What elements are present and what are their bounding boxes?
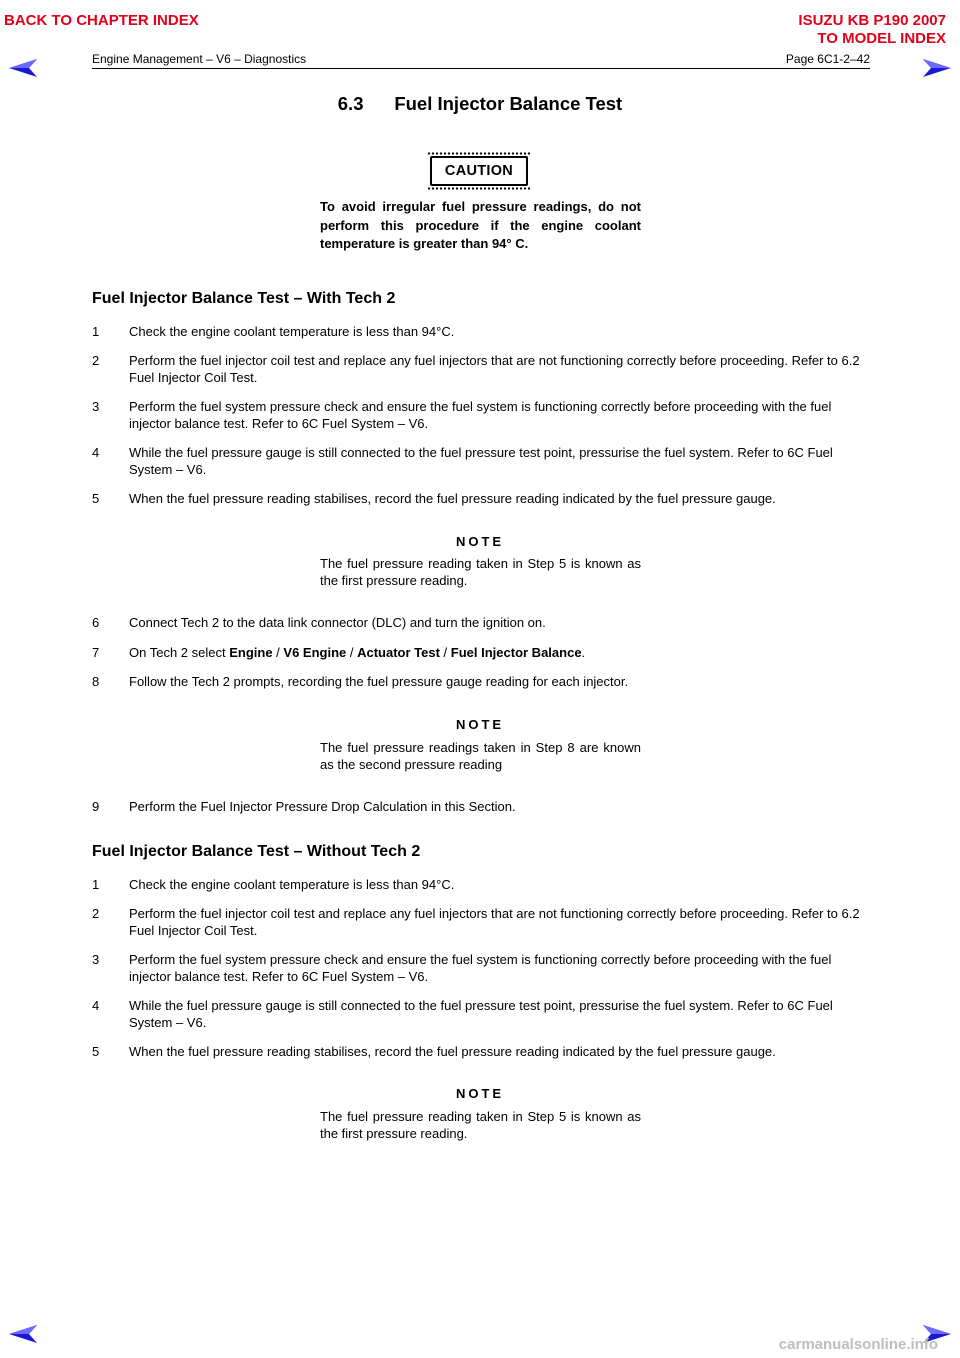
- list-item: [92, 674, 870, 691]
- step-text-suffix: .: [581, 645, 586, 660]
- step-text: Perform the Fuel Injector Pressure Drop Calculation in this Section.: [129, 799, 516, 814]
- list-item: [92, 445, 870, 478]
- header-rule: [92, 68, 870, 69]
- model-name-link[interactable]: ISUZU KB P190 2007: [798, 12, 946, 29]
- note-label: NOTE: [455, 717, 505, 732]
- step-text: When the fuel pressure reading stabilises, record the fuel pressure reading indicated by the fuel pressure gauge.: [129, 491, 776, 506]
- list-item: [92, 399, 870, 432]
- step-text: Check the engine coolant temperature is less than 94°C.: [129, 877, 455, 892]
- running-header-title: Engine Management – V6 – Diagnostics: [92, 52, 307, 66]
- menu-path-actuator-test: Actuator Test: [357, 645, 440, 660]
- step-number: 5: [92, 1044, 100, 1059]
- previous-page-bottom-arrow-icon[interactable]: [8, 1324, 38, 1344]
- step-number: 2: [92, 906, 100, 921]
- list-item: [92, 877, 870, 894]
- step-text: [92, 645, 870, 662]
- caution-label: CAUTION: [444, 163, 514, 179]
- step-number: 9: [92, 799, 100, 814]
- step-text: While the fuel pressure gauge is still connected to the fuel pressure test point, pressurise the fuel system. Refer to 6C Fuel System – V6.: [129, 998, 833, 1030]
- step-number: 3: [92, 399, 100, 414]
- step-text: Follow the Tech 2 prompts, recording the fuel pressure gauge reading for each injector.: [129, 674, 629, 689]
- step-number: 7: [92, 645, 100, 660]
- section-heading-without-tech2: Fuel Injector Balance Test – Without Tech 2: [92, 843, 421, 860]
- step-text: While the fuel pressure gauge is still connected to the fuel pressure test point, pressurise the fuel system. Refer to 6C Fuel System – V6.: [129, 445, 833, 477]
- list-item: [92, 645, 870, 662]
- step-number: 3: [92, 952, 100, 967]
- watermark: carmanualsonline.info: [778, 1336, 938, 1353]
- page-title: 6.3 Fuel Injector Balance Test: [337, 93, 623, 114]
- list-item: [92, 906, 875, 939]
- step-number: 5: [92, 491, 100, 506]
- note-text: The fuel pressure readings taken in Step 8 are known as the second pressure reading: [320, 740, 641, 772]
- step-number: 2: [92, 353, 100, 368]
- step-number: 1: [92, 877, 100, 892]
- step-number: 8: [92, 674, 100, 689]
- section-heading-with-tech2: Fuel Injector Balance Test – With Tech 2: [92, 290, 396, 307]
- menu-path-fuel-injector-balance: Fuel Injector Balance: [450, 645, 582, 660]
- menu-path-separator: /: [439, 645, 451, 660]
- next-page-arrow-icon[interactable]: [922, 58, 952, 78]
- caution-badge: [430, 156, 528, 186]
- menu-path-separator: /: [346, 645, 358, 660]
- step-text-prefix: On Tech 2 select: [129, 645, 230, 660]
- step-text: Check the engine coolant temperature is less than 94°C.: [129, 324, 455, 339]
- menu-path-engine: Engine: [229, 645, 273, 660]
- note-label: NOTE: [455, 534, 505, 549]
- to-model-index-link[interactable]: TO MODEL INDEX: [817, 30, 946, 47]
- step-text: Perform the fuel injector coil test and replace any fuel injectors that are not functioning correctly before proceeding. Refer to 6.2 Fuel Injector Coil Test.: [129, 353, 882, 385]
- list-item: [92, 1044, 870, 1061]
- list-item: [92, 952, 870, 985]
- back-to-chapter-index-link[interactable]: BACK TO CHAPTER INDEX: [4, 12, 199, 29]
- previous-page-arrow-icon[interactable]: [8, 58, 38, 78]
- note-label: NOTE: [455, 1086, 505, 1101]
- list-item: [92, 799, 870, 816]
- list-item: [92, 615, 870, 632]
- step-text: Perform the fuel system pressure check and ensure the fuel system is functioning correctly before proceeding with the fuel injector balance test. Refer to 6C Fuel System – V6.: [129, 399, 832, 431]
- step-number: 6: [92, 615, 100, 630]
- note-text: The fuel pressure reading taken in Step 5 is known as the first pressure reading.: [320, 556, 641, 588]
- step-number: 1: [92, 324, 100, 339]
- menu-path-v6-engine: V6 Engine: [283, 645, 347, 660]
- step-text: Perform the fuel injector coil test and replace any fuel injectors that are not functioning correctly before proceeding. Refer to 6.2 Fuel Injector Coil Test.: [129, 906, 875, 938]
- menu-path-separator: /: [272, 645, 284, 660]
- step-text: Connect Tech 2 to the data link connector (DLC) and turn the ignition on.: [129, 615, 546, 630]
- page-number: Page 6C1-2–42: [785, 52, 870, 66]
- list-item: [92, 491, 870, 508]
- note-text: The fuel pressure reading taken in Step 5 is known as the first pressure reading.: [320, 1109, 641, 1141]
- step-text: Perform the fuel system pressure check and ensure the fuel system is functioning correctly before proceeding with the fuel injector balance test. Refer to 6C Fuel System – V6.: [129, 952, 832, 984]
- step-text: When the fuel pressure reading stabilises, record the fuel pressure reading indicated by the fuel pressure gauge.: [129, 1044, 776, 1059]
- list-item: [92, 353, 882, 386]
- list-item: [92, 998, 870, 1031]
- caution-text: To avoid irregular fuel pressure readings, do not perform this procedure if the engine coolant temperature is greater than 94° C.: [320, 199, 641, 251]
- step-number: 4: [92, 998, 100, 1013]
- step-number: 4: [92, 445, 100, 460]
- list-item: [92, 324, 870, 341]
